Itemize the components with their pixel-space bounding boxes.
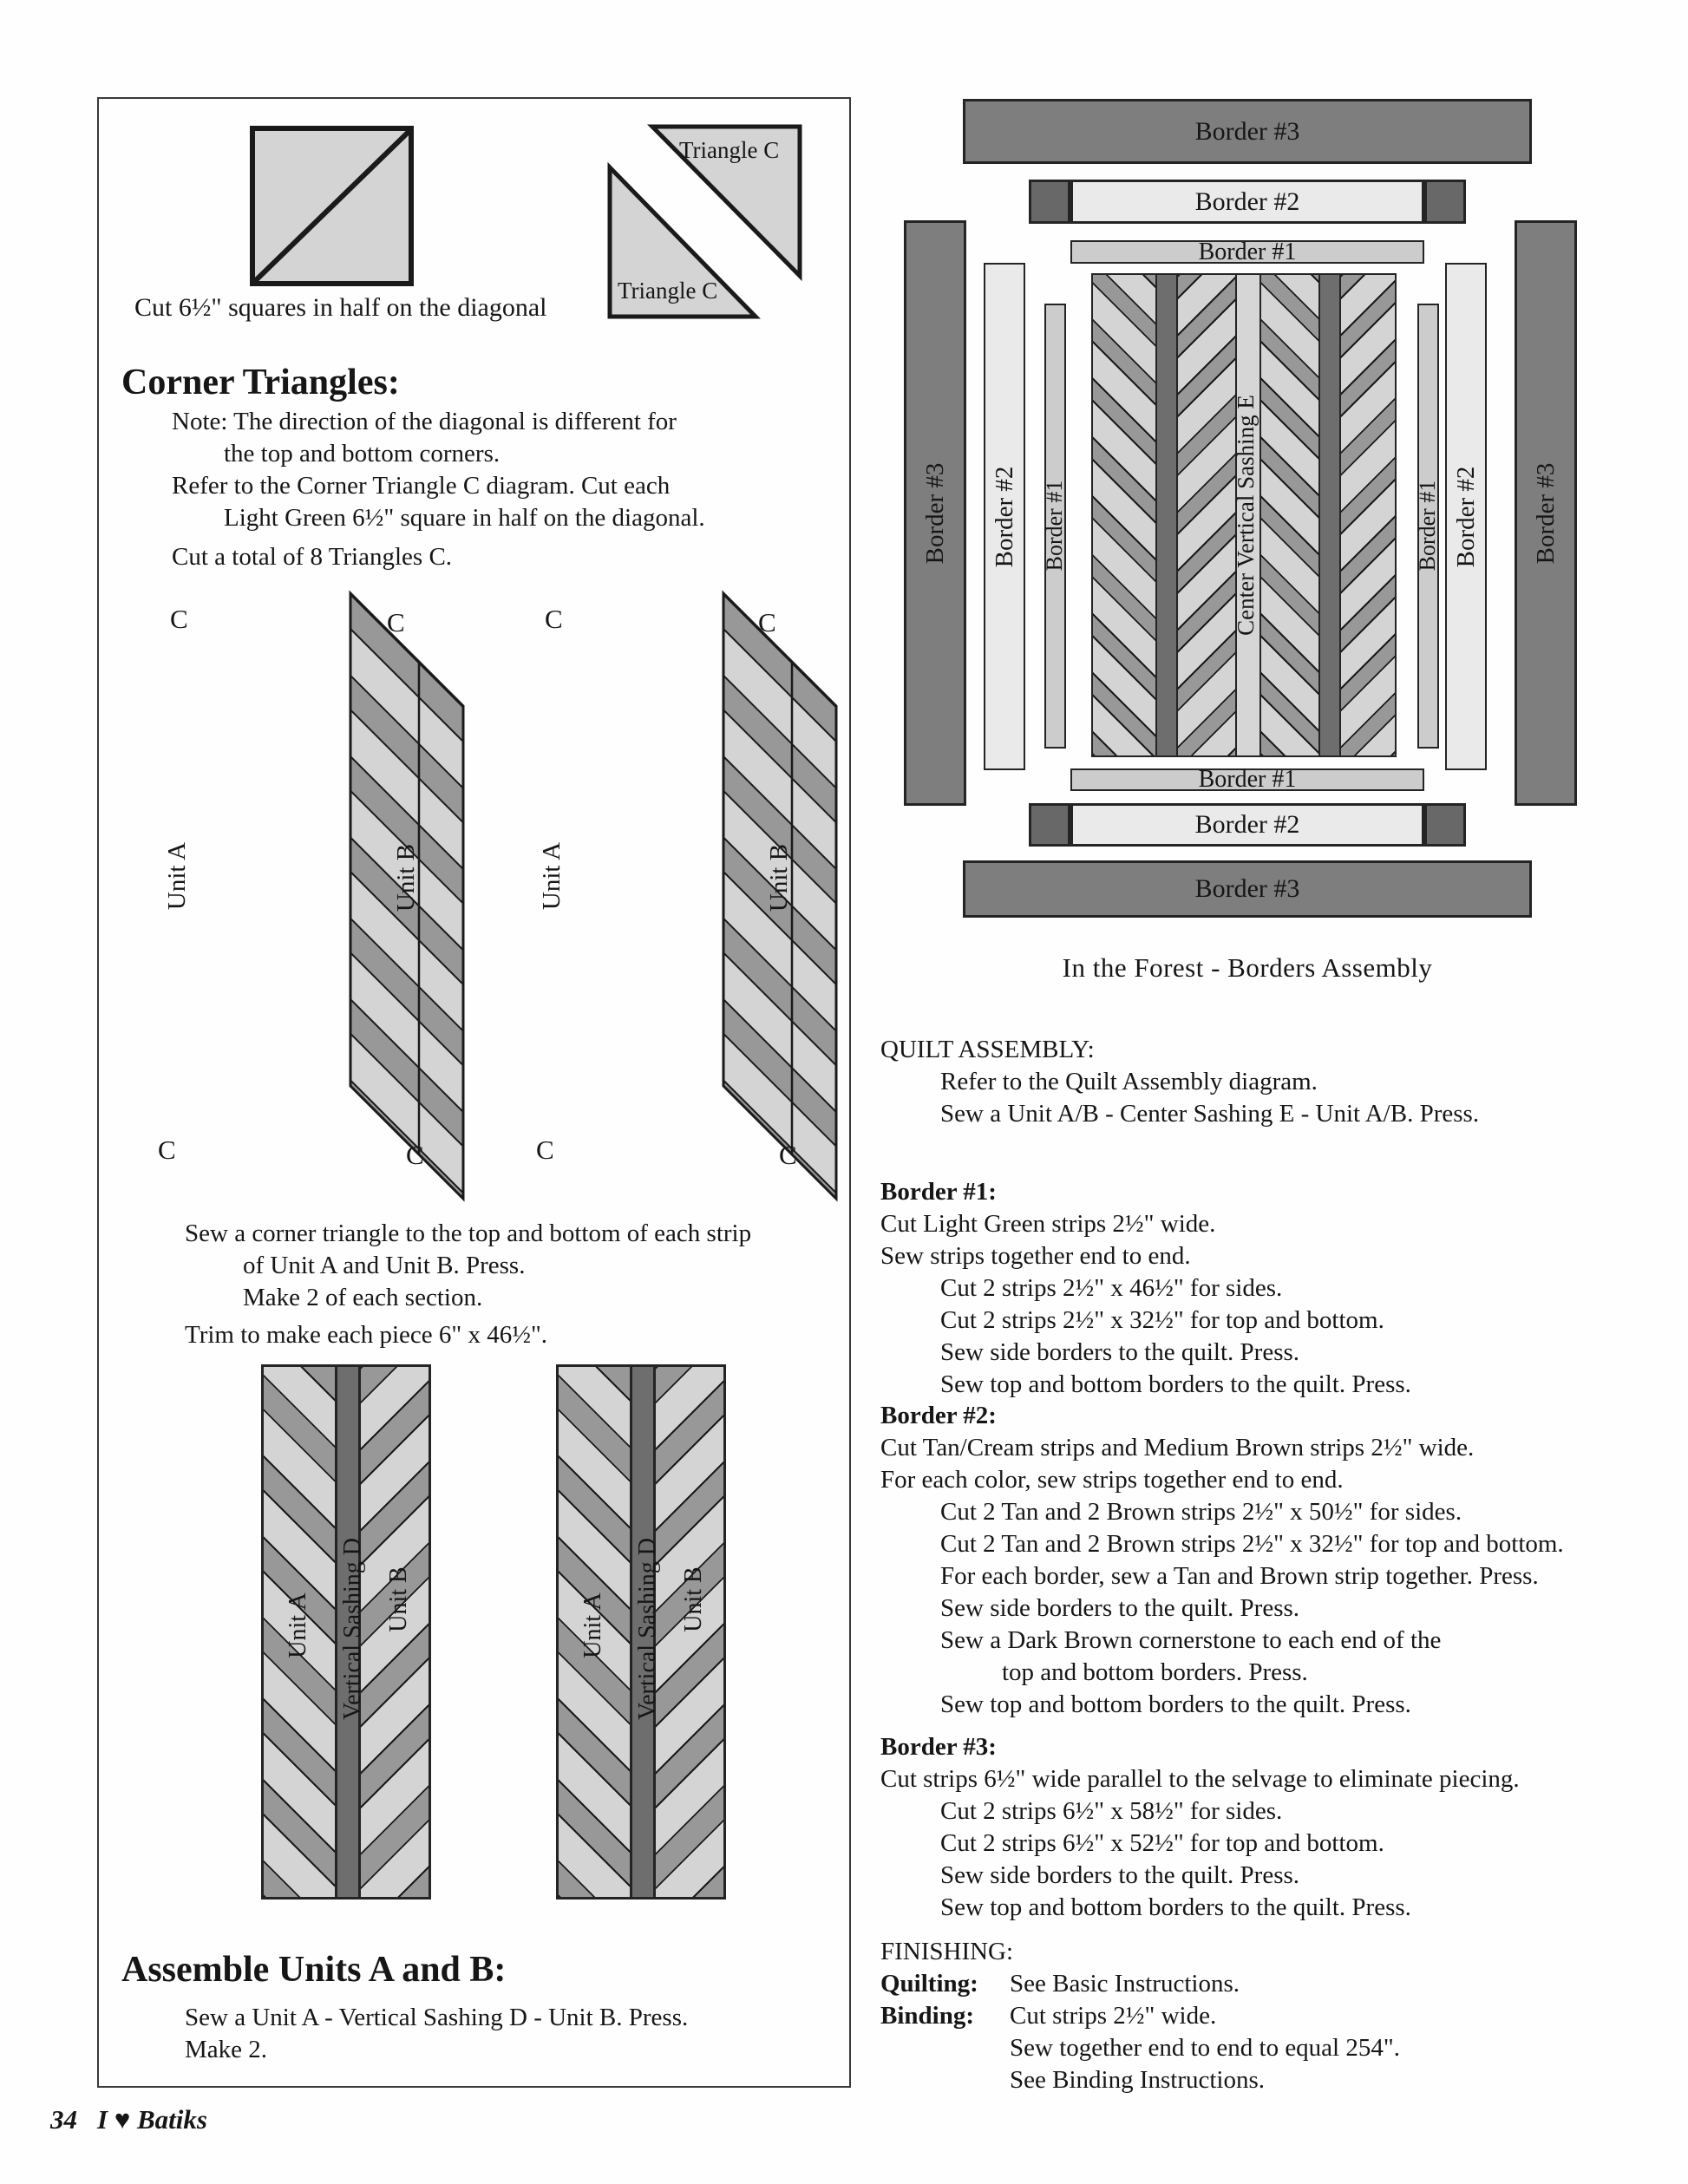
panel-sashing-d-label: Vertical Sashing D [634,1538,661,1720]
border2-line: Sew a Dark Brown cornerstone to each end of the [940,1626,1442,1654]
border1-right-label: Border #1 [1415,480,1440,572]
corner-c-label: C [170,604,188,634]
border1-heading: Border #1: [880,1178,997,1206]
assemble-line: Make 2. [185,2036,268,2063]
note-line: Refer to the Corner Triangle C diagram. Cut each [172,472,671,500]
binding-line: Sew together end to end to equal 254". [1010,2034,1400,2062]
quilt-assembly-line: Refer to the Quilt Assembly diagram. [940,1068,1318,1095]
square-cut-caption: Cut 6½" squares in half on the diagonal [134,293,547,322]
border2-top-bar [1029,180,1466,224]
quilting-text: See Basic Instructions. [1010,1970,1240,1998]
border1-line: Sew strips together end to end. [880,1242,1191,1270]
quilt-unit-a [1259,275,1318,755]
binding-text: Cut strips 2½" wide. [1010,2002,1217,2030]
border2-line: Cut 2 Tan and 2 Brown strips 2½" x 50½" for sides. [940,1498,1462,1526]
border1-line: Cut 2 strips 2½" x 32½" for top and bottom. [940,1306,1384,1334]
triangle-c-lower-label: Triangle C [618,278,718,304]
cornerstone [1029,803,1070,847]
panel-unit-b-label: Unit B [680,1566,707,1632]
sew-corner-line: Sew a corner triangle to the top and bottom of each strip [185,1220,752,1247]
border2-line: Sew top and bottom borders to the quilt. Press. [940,1690,1411,1718]
cornerstone [1424,803,1466,847]
diagram-caption: In the Forest - Borders Assembly [1062,952,1433,983]
page-number: 34 [50,2104,77,2135]
border1-line: Cut 2 strips 2½" x 46½" for sides. [940,1274,1283,1302]
panel-unit-a-label: Unit A [285,1592,311,1658]
border3-line: Cut strips 6½" wide parallel to the selvage to eliminate piecing. [880,1765,1520,1793]
border1-bottom-label: Border #1 [1198,766,1297,793]
border2-line: top and bottom borders. Press. [1002,1658,1308,1686]
corner-c-label: C [758,607,776,638]
border2-line: Sew side borders to the quilt. Press. [940,1594,1300,1622]
border3-heading: Border #3: [880,1733,997,1761]
border3-bottom-bar [963,860,1532,918]
border2-bottom-label: Border #2 [1194,810,1300,839]
border1-top-bar [1070,240,1424,264]
note-line: Note: The direction of the diagonal is different for [172,408,677,435]
border2-top-label: Border #2 [1194,186,1300,216]
border3-line: Cut 2 strips 6½" x 52½" for top and bottom. [940,1829,1384,1857]
note-line: Light Green 6½" square in half on the diagonal. [224,504,705,532]
quilt-assembly-heading: QUILT ASSEMBLY: [880,1036,1095,1063]
border1-line: Sew top and bottom borders to the quilt. Press. [940,1370,1411,1398]
quilt-unit-b [1339,275,1395,755]
border2-line: For each border, sew a Tan and Brown strip together. Press. [940,1562,1539,1590]
quilt-sashing-d [1318,275,1339,755]
panel-sashing-d-label: Vertical Sashing D [339,1538,366,1720]
assemble-line: Sew a Unit A - Vertical Sashing D - Unit B. Press. [185,2004,689,2031]
border2-right-label: Border #2 [1452,466,1480,568]
quilt-unit-a [1093,275,1155,755]
book-title: I ♥ Batiks [97,2104,207,2135]
corner-c-label: C [158,1135,176,1165]
unit-b-label: Unit B [392,843,420,912]
corner-c-label: C [545,604,563,634]
panel-unit-a-label: Unit A [579,1592,606,1658]
corner-c-label: C [779,1140,797,1170]
sew-corner-line: Trim to make each piece 6" x 46½". [185,1321,548,1349]
center-sashing-e-label: Center Vertical Sashing E [1233,395,1259,636]
border3-line: Sew side borders to the quilt. Press. [940,1861,1300,1889]
border3-right-label: Border #3 [1532,462,1560,565]
quilt-sashing-d [1155,275,1176,755]
sew-corner-line: of Unit A and Unit B. Press. [243,1252,526,1279]
unit-b-label: Unit B [765,843,793,912]
border1-line: Cut Light Green strips 2½" wide. [880,1210,1216,1238]
square-cut-diagram [250,126,415,287]
assemble-heading: Assemble Units A and B: [121,1950,507,1990]
note-line: the top and bottom corners. [224,440,501,468]
sew-corner-line: Make 2 of each section. [243,1284,483,1311]
border2-line: For each color, sew strips together end to end. [880,1466,1344,1494]
triangle-c-upper-label: Triangle C [679,137,780,163]
border1-left-label: Border #1 [1042,480,1067,572]
binding-label: Binding: [880,2002,974,2030]
border2-left-label: Border #2 [991,466,1018,568]
border1-top-label: Border #1 [1198,238,1297,265]
border2-bottom-strip [1070,803,1424,847]
border1-bottom-bar [1070,768,1424,791]
border3-line: Sew top and bottom borders to the quilt. Press. [940,1893,1411,1921]
quilt-unit-b [1176,275,1235,755]
note-line: Cut a total of 8 Triangles C. [172,543,453,571]
panel-unit-b-label: Unit B [385,1566,412,1632]
cornerstone [1424,180,1466,224]
border3-bottom-label: Border #3 [1194,874,1300,903]
cornerstone [1029,180,1070,224]
corner-c-label: C [387,607,405,638]
unit-a-label: Unit A [163,841,191,911]
border2-line: Cut Tan/Cream strips and Medium Brown strips 2½" wide. [880,1434,1475,1461]
corner-c-label: C [536,1135,554,1165]
finishing-heading: FINISHING: [880,1938,1014,1965]
corner-c-label: C [406,1140,424,1170]
binding-line: See Binding Instructions. [1010,2066,1266,2094]
border3-top-label: Border #3 [1194,116,1300,146]
unit-a-label: Unit A [538,841,566,911]
border2-line: Cut 2 Tan and 2 Brown strips 2½" x 32½" for top and bottom. [940,1530,1564,1558]
border3-top-bar [963,99,1532,164]
border1-line: Sew side borders to the quilt. Press. [940,1338,1300,1366]
border2-top-strip [1070,180,1424,224]
border2-bottom-bar [1029,803,1466,847]
quilt-assembly-line: Sew a Unit A/B - Center Sashing E - Unit A/B. Press. [940,1100,1480,1128]
quilting-label: Quilting: [880,1970,978,1998]
border3-left-label: Border #3 [921,462,949,565]
border2-heading: Border #2: [880,1402,997,1429]
corner-triangles-heading: Corner Triangles: [121,363,400,402]
border3-line: Cut 2 strips 6½" x 58½" for sides. [940,1797,1283,1825]
